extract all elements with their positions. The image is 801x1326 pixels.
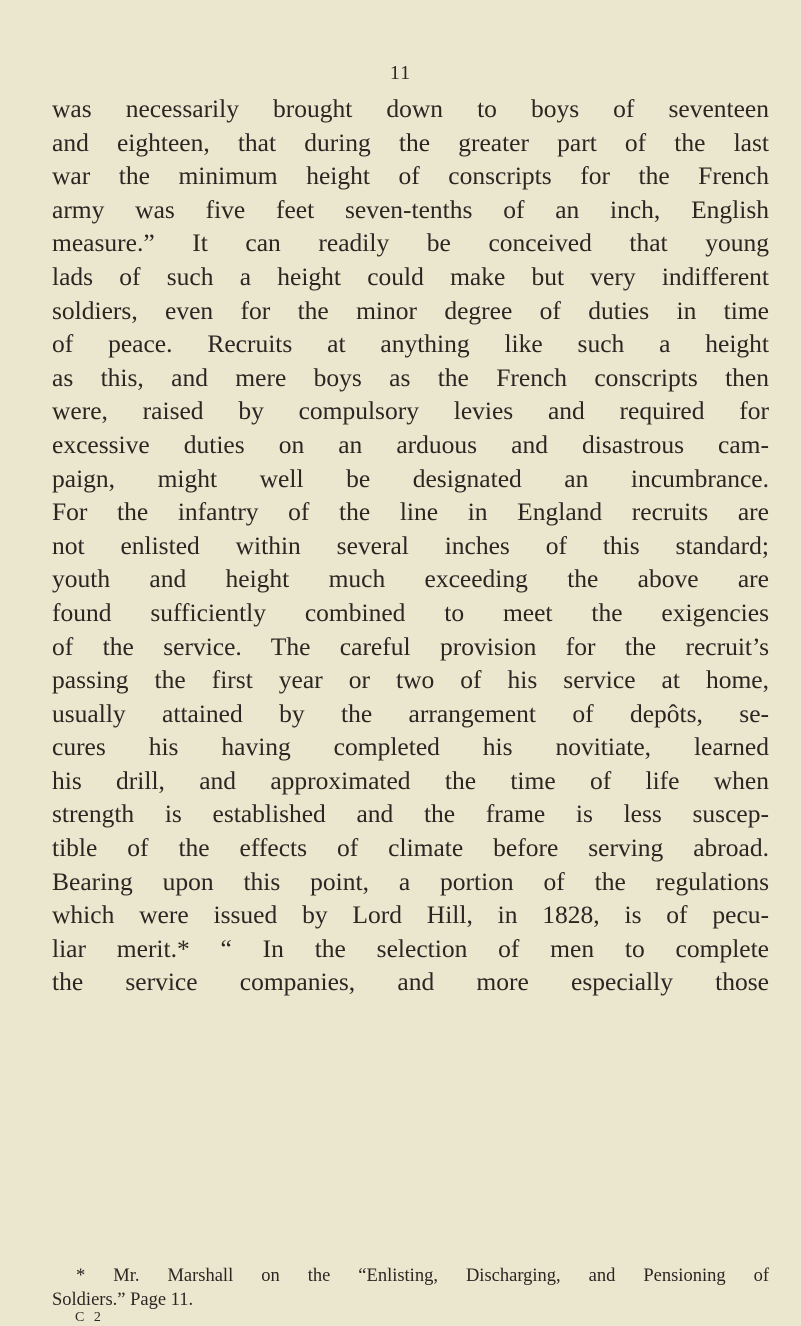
page-number: 11 — [389, 62, 412, 84]
footnote-line: * Mr. Marshall on the “Enlisting, Discharging, and Pensioning of — [76, 1266, 769, 1286]
text-line: youth and height much exceeding the above are — [52, 564, 769, 594]
text-line: as this, and mere boys as the French conscripts then — [52, 362, 769, 392]
text-line: paign, might well be designated an incumbrance. — [52, 463, 769, 493]
text-line: found sufficiently combined to meet the exigencies — [52, 597, 769, 627]
text-line: of the service. The careful provision for the recruit’s — [52, 631, 769, 661]
text-line: were, raised by compulsory levies and required for — [52, 396, 769, 426]
text-line: liar merit.* “ In the selection of men to complete — [52, 933, 769, 963]
footnote — [52, 1264, 769, 1312]
text-line: and eighteen, that during the greater part of the last — [52, 127, 769, 157]
text-line: which were issued by Lord Hill, in 1828, is of pecu- — [52, 900, 769, 930]
text-line: usually attained by the arrangement of depôts, se- — [52, 698, 769, 728]
text-line: soldiers, even for the minor degree of duties in time — [52, 295, 769, 325]
text-line: lads of such a height could make but very indifferent — [52, 261, 769, 291]
text-line: passing the first year or two of his service at home, — [52, 665, 769, 695]
text-line: For the infantry of the line in England recruits are — [52, 497, 769, 527]
text-line: Bearing upon this point, a portion of the regulations — [52, 866, 769, 896]
body-text — [52, 92, 769, 999]
text-line: war the minimum height of conscripts for the French — [52, 161, 769, 191]
text-line: not enlisted within several inches of this standard; — [52, 530, 769, 560]
text-line: his drill, and approximated the time of life when — [52, 765, 769, 795]
text-line: tible of the effects of climate before serving abroad. — [52, 833, 769, 863]
text-line: of peace. Recruits at anything like such a height — [52, 329, 769, 359]
signature-mark: C 2 — [75, 1310, 104, 1325]
footnote-line: Soldiers.” Page 11. — [52, 1290, 194, 1310]
text-line: was necessarily brought down to boys of seventeen — [52, 94, 769, 123]
text-line: cures his having completed his novitiate, learned — [52, 732, 769, 762]
text-line: excessive duties on an arduous and disastrous cam- — [52, 429, 769, 459]
text-line: strength is established and the frame is less suscep- — [52, 799, 769, 829]
text-line: the service companies, and more especially those — [52, 967, 769, 997]
text-line: measure.” It can readily be conceived that young — [52, 228, 769, 258]
text-line: army was five feet seven-tenths of an inch, English — [52, 194, 769, 224]
